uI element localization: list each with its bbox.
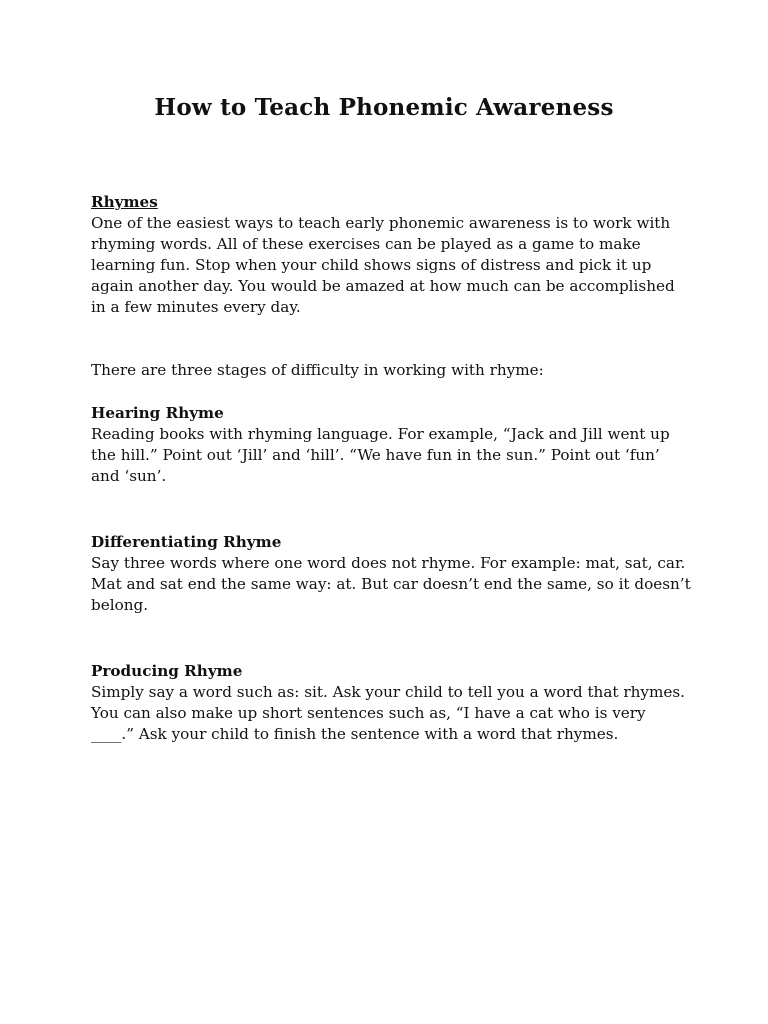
- section-heading-rhymes: Rhymes: [91, 193, 158, 211]
- section-body-intro: There are three stages of difficulty in working with rhyme:: [91, 361, 544, 379]
- section-rhymes: [91, 192, 691, 318]
- page-title: How to Teach Phonemic Awareness: [154, 94, 614, 121]
- section-hearing-rhyme: [91, 403, 691, 487]
- section-producing-rhyme: [91, 661, 691, 745]
- section-body-producing-rhyme: Simply say a word such as: sit. Ask your child to tell you a word that rhymes. You can also make up short sentences such as, “I have a cat who is very ____.” Ask your child to finish the sentence with a word that rhymes.: [91, 683, 685, 743]
- section-body-differentiating-rhyme: Say three words where one word does not rhyme. For example: mat, sat, car. Mat and sat end the same way: at. But car doesn’t end the same, so it doesn’t belong.: [91, 554, 691, 614]
- section-heading-hearing-rhyme: Hearing Rhyme: [91, 404, 224, 422]
- section-differentiating-rhyme: [91, 532, 691, 616]
- section-body-rhymes: One of the easiest ways to teach early phonemic awareness is to work with rhyming words. All of these exercises can be played as a game to make learning fun. Stop when your child shows signs of distress and pick it up again another day. You would be amazed at how much can be accomplished in a few minutes every day.: [91, 214, 675, 316]
- section-body-hearing-rhyme: Reading books with rhyming language. For example, “Jack and Jill went up the hill.” Point out ‘Jill’ and ‘hill’. “We have fun in the sun.” Point out ‘fun’ and ‘sun’.: [91, 425, 670, 485]
- section-heading-differentiating-rhyme: Differentiating Rhyme: [91, 533, 282, 551]
- section-intro: [91, 360, 691, 381]
- section-heading-producing-rhyme: Producing Rhyme: [91, 662, 243, 680]
